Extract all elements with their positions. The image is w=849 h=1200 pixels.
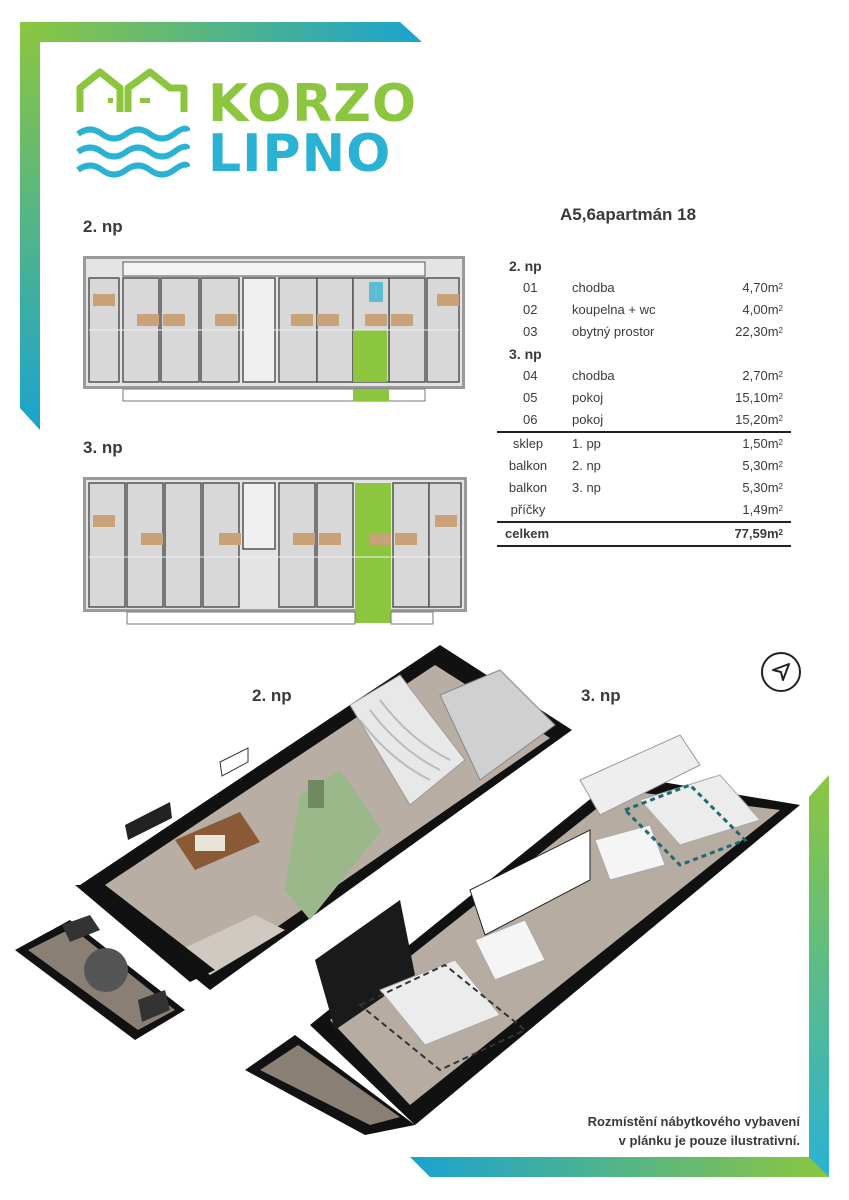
floorplan-2np xyxy=(83,256,465,402)
disclaimer-note: Rozmístění nábytkového vybavení v plánku je pouze ilustrativní. xyxy=(587,1114,800,1148)
table-row: 02 koupelna + wc $4,00m^2$ xyxy=(523,302,783,317)
render-3np-label: 3. np xyxy=(581,686,621,705)
table-total-row: celkem $77,59m^2$ xyxy=(505,526,783,541)
table-row: 01 chodba $4,70m^2$ xyxy=(523,280,783,295)
table-row: příčky $1,49m^2$ xyxy=(510,502,783,517)
table-row: 04 chodba $2,70m^2$ xyxy=(523,368,783,383)
floorplan-2np-label: 2. np xyxy=(83,217,123,236)
apartment-title: A5,6apartmán 18 xyxy=(560,205,697,224)
logo-line1: KORZO xyxy=(208,74,418,134)
floorplan-3np-label: 3. np xyxy=(83,438,123,457)
section-2np-label: 2. np xyxy=(509,258,542,274)
section-3np-label: 3. np xyxy=(509,346,542,362)
logo-line2: LIPNO xyxy=(208,124,392,184)
table-row: 06 pokoj $15,20m^2$ xyxy=(523,412,783,427)
table-divider xyxy=(497,545,791,547)
floorplan-3np xyxy=(83,477,467,625)
render-3np-isometric xyxy=(240,705,800,1135)
house-waves-logo-icon xyxy=(76,68,190,180)
table-row: balkon 2. np $5,30m^2$ xyxy=(508,458,783,473)
render-2np-label: 2. np xyxy=(252,686,292,705)
table-row: balkon 3. np $5,30m^2$ xyxy=(508,480,783,495)
area-table xyxy=(497,255,791,547)
table-row: sklep 1. pp $1,50m^2$ xyxy=(512,436,783,451)
table-row: 05 pokoj $15,10m^2$ xyxy=(523,390,783,405)
north-arrow-icon xyxy=(761,652,801,692)
table-row: 03 obytný prostor $22,30m^2$ xyxy=(523,324,783,339)
